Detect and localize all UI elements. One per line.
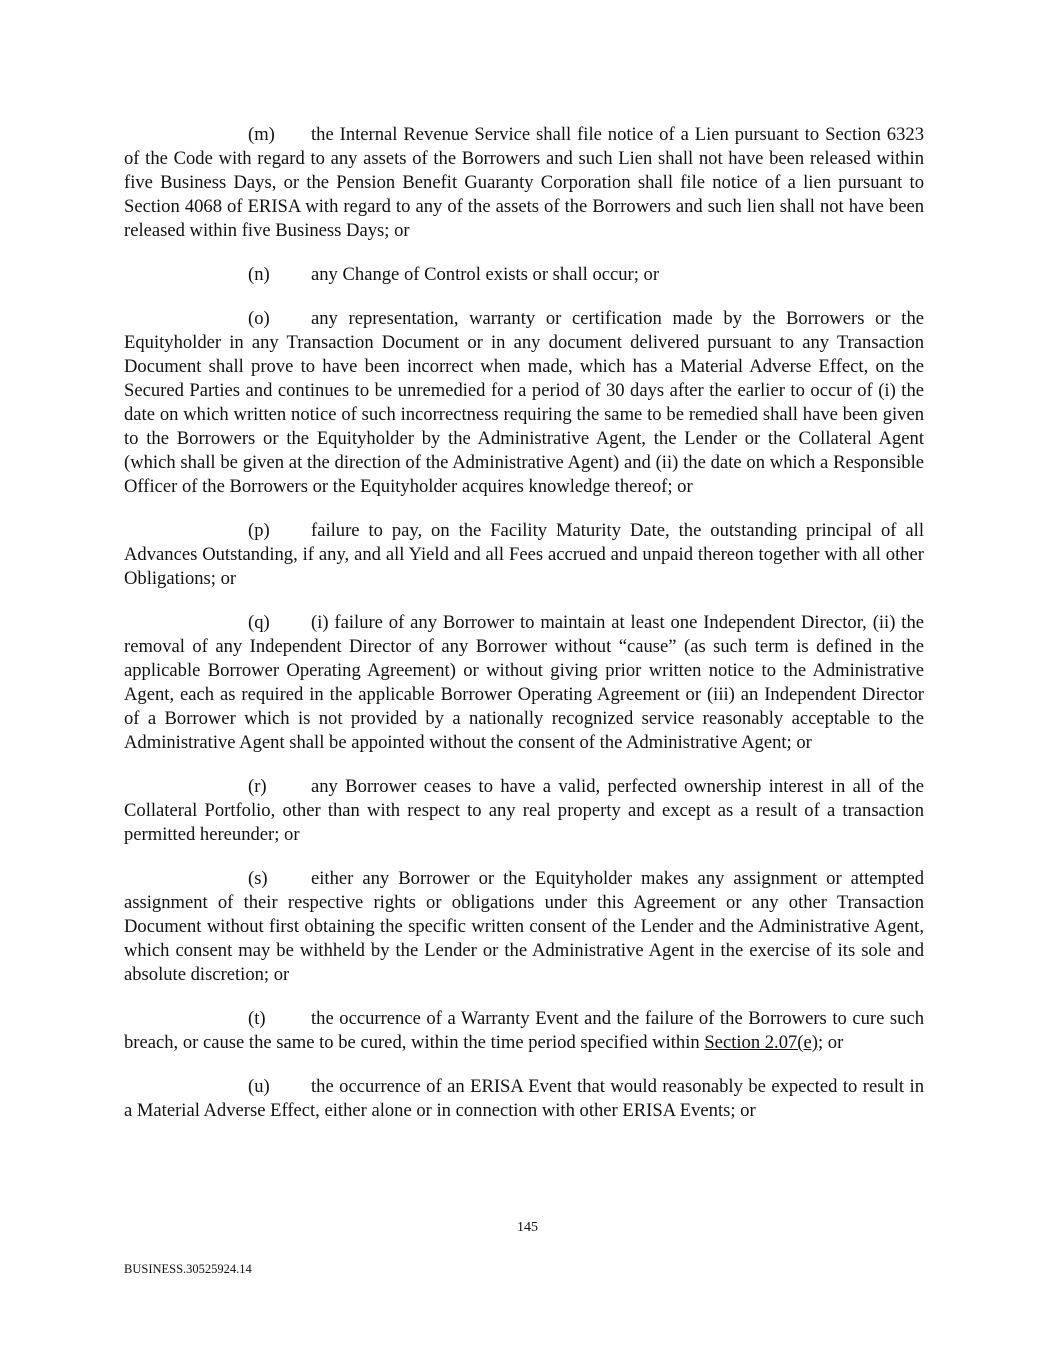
clause-label: (m)	[248, 124, 275, 145]
paragraph-m	[124, 123, 924, 243]
clause-text: the occurrence of a Warranty Event and the failure of the Borrowers to cure such breach, or cause the same to be cured, within the time period specified within	[124, 1008, 924, 1053]
clause-label: (t)	[248, 1008, 266, 1029]
clause-text: (i) failure of any Borrower to maintain at least one Independent Director, (ii) the removal of any Independent Director of any Borrower without “cause” (as such term is defined in the applicable Borrower Operating Agreement) or without giving prior written notice to the Administrative Agent, each as required in the applicable Borrower Operating Agreement or (iii) an Independent Director of a Borrower which is not provided by a nationally recognized service reasonably acceptable to the Administrative Agent shall be appointed without the consent of the Administrative Agent; or	[124, 612, 924, 753]
clause-label: (r)	[248, 776, 267, 797]
paragraph-o	[124, 307, 924, 499]
paragraph-q	[124, 611, 924, 755]
page-number: 145	[517, 1220, 538, 1235]
clause-text: any representation, warranty or certification made by the Borrowers or the Equityholder in any Transaction Document or in any document delivered pursuant to any Transaction Document shall prove to have been incorrect when made, which has a Material Adverse Effect, on the Secured Parties and continues to be unremedied for a period of 30 days after the earlier to occur of (i) the date on which written notice of such incorrectness requiring the same to be remedied shall have been given to the Borrowers or the Equityholder by the Administrative Agent, the Lender or the Collateral Agent (which shall be given at the direction of the Administrative Agent) and (ii) the date on which a Responsible Officer of the Borrowers or the Equityholder acquires knowledge thereof; or	[124, 308, 924, 497]
section-reference-link: Section 2.07(e)	[704, 1032, 818, 1053]
paragraph-n	[124, 263, 924, 287]
clause-text: the occurrence of an ERISA Event that would reasonably be expected to result in a Material Adverse Effect, either alone or in connection with other ERISA Events; or	[124, 1076, 924, 1121]
clause-label: (o)	[248, 308, 270, 329]
clause-label: (u)	[248, 1076, 270, 1097]
clause-text: any Borrower ceases to have a valid, perfected ownership interest in all of the Collateral Portfolio, other than with respect to any real property and except as a result of a transaction permitted hereunder; or	[124, 776, 924, 845]
document-id: BUSINESS.30525924.14	[124, 1262, 252, 1276]
clause-label: (s)	[248, 868, 268, 889]
clause-label: (q)	[248, 612, 270, 633]
clause-text: any Change of Control exists or shall occur; or	[311, 264, 660, 285]
clause-text: the Internal Revenue Service shall file notice of a Lien pursuant to Section 6323 of the Code with regard to any assets of the Borrowers and such Lien shall not have been released within five Business Days, or the Pension Benefit Guaranty Corporation shall file notice of a lien pursuant to Section 4068 of ERISA with regard to any of the assets of the Borrowers and such lien shall not have been released within five Business Days; or	[124, 124, 924, 241]
clause-text: failure to pay, on the Facility Maturity Date, the outstanding principal of all Advances Outstanding, if any, and all Yield and all Fees accrued and unpaid thereon together with all other Obligations; or	[124, 520, 924, 589]
document-body	[124, 123, 924, 1143]
paragraph-u	[124, 1075, 924, 1123]
clause-text: either any Borrower or the Equityholder makes any assignment or attempted assignment of their respective rights or obligations under this Agreement or any other Transaction Document without first obtaining the specific written consent of the Lender and the Administrative Agent, which consent may be withheld by the Lender or the Administrative Agent in the exercise of its sole and absolute discretion; or	[124, 868, 924, 985]
paragraph-r	[124, 775, 924, 847]
paragraph-p	[124, 519, 924, 591]
clause-tail: ; or	[817, 1032, 844, 1053]
clause-label: (n)	[248, 264, 270, 285]
paragraph-t	[124, 1007, 924, 1055]
clause-label: (p)	[248, 520, 270, 541]
paragraph-s	[124, 867, 924, 987]
